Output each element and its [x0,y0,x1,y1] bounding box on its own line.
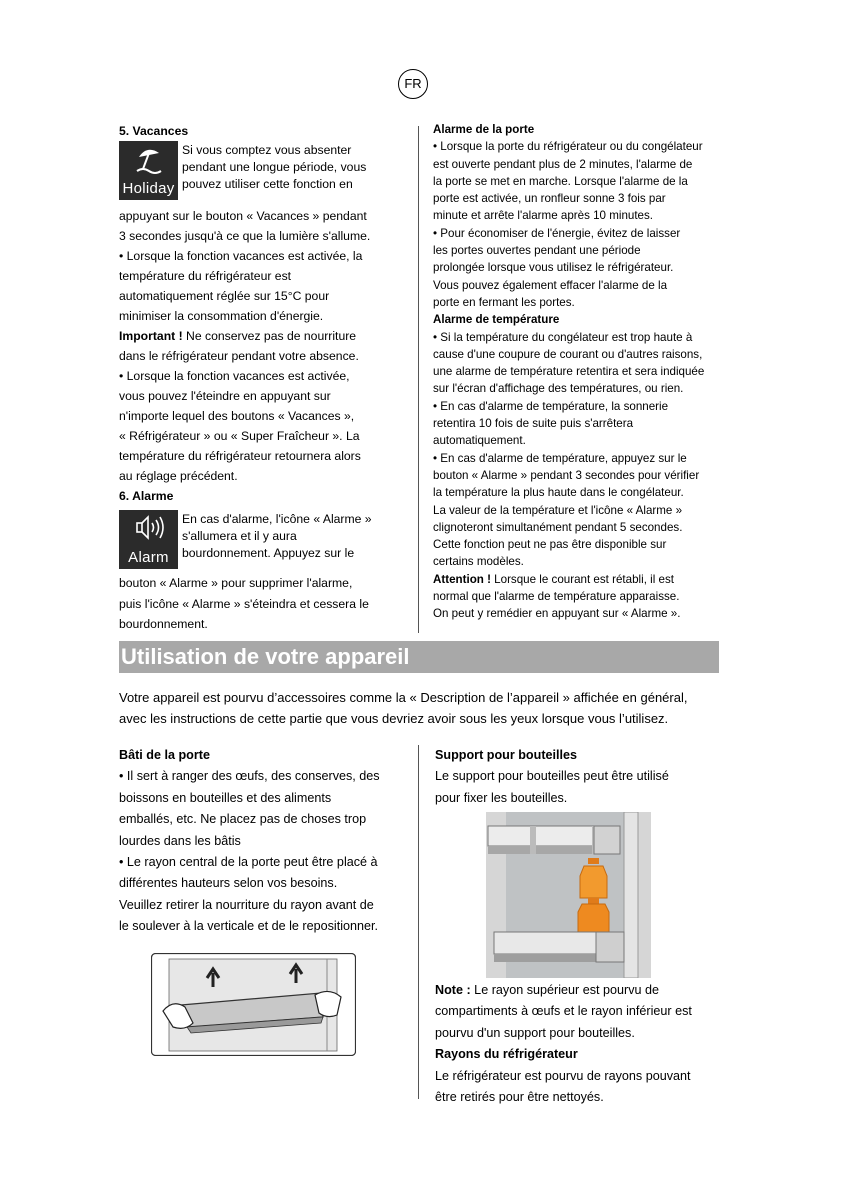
body-line: • Il sert à ranger des œufs, des conserves, des [119,769,380,784]
body-line: température du réfrigérateur retournera alors [119,449,361,463]
body-line: • Pour économiser de l'énergie, évitez de laisser [433,226,681,240]
body-line: température du réfrigérateur est [119,269,292,283]
note-line [435,980,725,1001]
holiday-icon-label: Holiday [122,180,175,197]
body-line: normal que l'alarme de température apparaisse. [433,590,680,604]
alarme-body [119,573,409,635]
body-line: une alarme de température retentira et sera indiquée [433,365,705,379]
attention-line [433,571,728,588]
body-line: • Le rayon central de la porte peut être placé à [119,855,378,870]
holiday-icon [119,141,178,200]
vacances-title: 5. Vacances [119,124,189,138]
body-line: • Lorsque la porte du réfrigérateur ou du congélateur [433,140,703,154]
alarme-wrap-line: En cas d'alarme, l'icône « Alarme » [182,512,372,526]
body-line: Le réfrigérateur est pourvu de rayons pouvant [435,1068,691,1083]
note-text: Le rayon supérieur est pourvu de [470,983,660,997]
body-line: dans le réfrigérateur pendant votre absence. [119,349,359,363]
alarme-wrap-line: s'allumera et il y aura [182,529,297,544]
body-line: clignoteront simultanément pendant 5 secondes. [433,520,683,534]
bati-section [119,745,409,938]
body-line: différentes hauteurs selon vos besoins. [119,876,338,891]
support-section [435,745,725,809]
alarm-icon-label: Alarm [128,549,169,566]
body-line: • Lorsque la fonction vacances est activée, [119,369,350,383]
body-line: On peut y remédier en appuyant sur « Alarme ». [433,607,681,621]
body-line: porte en fermant les portes. [433,295,575,309]
body-line: emballés, etc. Ne placez pas de choses trop [119,812,367,827]
body-line: sur l'écran d'affichage des températures, ou rien. [433,382,684,396]
body-line: boissons en bouteilles et des aliments [119,790,332,805]
body-line: Veuillez retirer la nourriture du rayon avant de [119,897,374,912]
section-intro [119,687,719,729]
body-line: la température la plus haute dans le congélateur. [433,486,684,500]
body-line: vous pouvez l'éteindre en appuyant sur [119,389,331,403]
body-line: bouton « Alarme » pendant 3 secondes pour vérifier [433,468,700,482]
body-line: certains modèles. [433,555,524,569]
vacances-wrap-text [182,142,407,194]
body-line: au réglage précédent. [119,469,238,483]
body-line: bourdonnement. [119,617,208,631]
support-title: Support pour bouteilles [435,748,578,762]
temp-alarm-title: Alarme de température [433,313,560,327]
vacances-wrap-line: pouvez utiliser cette fonction en [182,177,353,192]
body-line: le soulever à la verticale et de le repositionner. [119,919,379,934]
attention-text: Lorsque le courant est rétabli, il est [490,572,674,586]
body-line: compartiments à œufs et le rayon inférieur est [435,1004,692,1019]
body-line: automatiquement réglée sur 15°C pour [119,289,330,303]
body-line: 3 secondes jusqu'à ce que la lumière s'allume. [119,229,371,243]
body-line: puis l'icône « Alarme » s'éteindra et cessera le [119,596,369,611]
body-line: minimiser la consommation d'énergie. [119,309,324,323]
body-line: bouton « Alarme » pour supprimer l'alarme, [119,576,353,590]
body-line: retentira 10 fois de suite puis s'arrêtera [433,417,634,431]
vacances-section [119,123,404,140]
body-line: cause d'une coupure de courant ou d'autres raisons, [433,347,703,361]
attention-label: Attention ! [433,572,491,586]
body-line: pourvu d'un support pour bouteilles. [435,1025,635,1040]
door-shelf-illustration [151,953,356,1056]
bati-title: Bâti de la porte [119,748,210,762]
body-line: La valeur de la température et l'icône « Alarme » [433,503,683,517]
body-line: appuyant sur le bouton « Vacances » pendant [119,209,367,223]
intro-line: avec les instructions de cette partie que vous devriez avoir sous les yeux lorsque vous l’utilisez. [119,711,669,726]
bottle-holder-illustration [486,812,651,978]
body-line: lourdes dans les bâtis [119,833,241,848]
body-line: • Lorsque la fonction vacances est activée, la [119,249,363,263]
vacances-wrap-line: Si vous comptez vous absenter [182,143,352,157]
intro-line: Votre appareil est pourvu d’accessoires comme la « Description de l’appareil » affichée en général, [119,690,688,705]
body-line: Cette fonction peut ne pas être disponible sur [433,538,667,552]
body-line: « Réfrigérateur » ou « Super Fraîcheur ». La [119,429,360,443]
body-line: prolongée lorsque vous utilisez le réfrigérateur. [433,261,674,275]
rayons-title: Rayons du réfrigérateur [435,1047,578,1062]
body-line: minute et arrête l'alarme après 10 minutes. [433,209,654,223]
alarm-icon [119,510,178,569]
body-line: • En cas d'alarme de température, appuyez sur le [433,451,687,465]
door-alarm-title: Alarme de la porte [433,123,535,136]
body-line: la porte se met en marche. Lorsque l'alarme de la [433,174,688,188]
alarme-wrap-line: bourdonnement. Appuyez sur le [182,546,355,561]
column-divider [418,126,419,633]
section-banner: Utilisation de votre appareil [119,641,719,673]
body-line: les portes ouvertes pendant une période [433,244,641,258]
important-label: Important ! [119,329,183,343]
body-line: pour fixer les bouteilles. [435,790,568,805]
important-text: Ne conservez pas de nourriture [182,329,357,343]
body-line: Vous pouvez également effacer l'alarme de la [433,278,668,292]
support-notes [435,980,725,1108]
language-badge: FR [398,69,428,99]
alarme-title: 6. Alarme [119,489,174,503]
body-line: porte est activée, un ronfleur sonne 3 fois par [433,192,666,206]
column-divider [418,745,419,1099]
body-line: • En cas d'alarme de température, la sonnerie [433,399,669,413]
vacances-body [119,206,409,506]
body-line: n'importe lequel des boutons « Vacances », [119,409,355,423]
important-line [119,326,409,346]
body-line: est ouverte pendant plus de 2 minutes, l'alarme de [433,157,693,171]
body-line: Le support pour bouteilles peut être utilisé [435,769,669,784]
body-line: • Si la température du congélateur est trop haute à [433,330,693,344]
alarme-wrap-text [182,511,407,563]
right-column [433,121,728,623]
note-label: Note : [435,983,471,997]
vacances-wrap-line: pendant une longue période, vous [182,160,367,175]
body-line: automatiquement. [433,434,526,448]
body-line: être retirés pour être nettoyés. [435,1090,604,1105]
